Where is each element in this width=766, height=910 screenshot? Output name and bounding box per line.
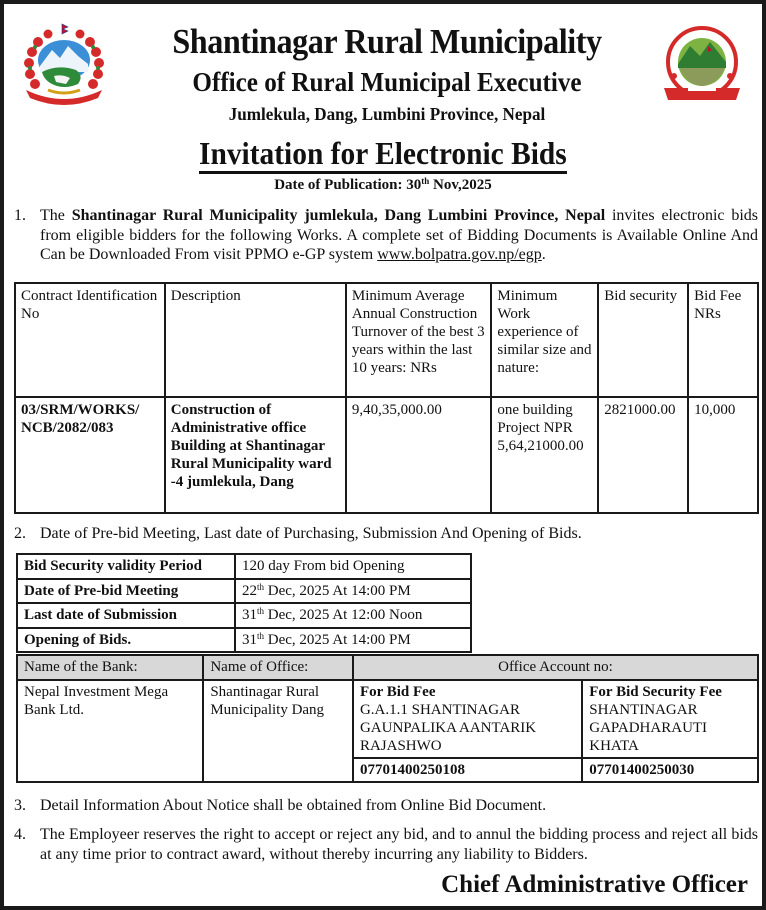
para1-mid: invites electronic bids from eligible bidders for the following Works. A complete set of Bidding Documents is Available Online And Can be Downloaded From visit PPMO e-GP system — [40, 207, 759, 263]
bid-fee-account-cell — [353, 680, 582, 758]
paragraph-4 — [14, 825, 758, 864]
paragraph-2 — [14, 524, 758, 544]
paragraph-number: 3. — [14, 797, 26, 814]
col-bank-name: Name of the Bank: — [17, 655, 203, 680]
bid-fee-title: For Bid Fee — [359, 684, 436, 700]
turnover-cell: 9,40,35,000.00 — [346, 397, 491, 513]
contract-id-cell: 03/SRM/WORKS/ NCB/2082/083 — [15, 397, 165, 513]
security-account-no: 07701400250030 — [582, 758, 758, 782]
col-experience: Minimum Work experience of similar size and nature: — [491, 283, 598, 397]
col-bid-fee: Bid Fee NRs — [688, 283, 758, 397]
bolpatra-link[interactable]: www.bolpatra.gov.np/egp — [377, 246, 542, 263]
table-row — [15, 397, 758, 513]
bid-fee-account-no: 07701400250108 — [353, 758, 582, 782]
works-table-header — [15, 283, 758, 397]
para4-text: The Employeer reserves the right to accept or reject any bid, and to annul the bidding process and reject all bids at any time prior to contract award, without thereby incurring any liability to Bidders. — [40, 826, 758, 863]
para3-text: Detail Information About Notice shall be obtained from Online Bid Document. — [40, 797, 547, 814]
paragraph-1 — [14, 206, 758, 265]
publication-date-rest: Nov,2025 — [429, 177, 492, 193]
date-label: Opening of Bids. — [17, 628, 235, 653]
experience-cell: one building Project NPR 5,64,21000.00 — [491, 397, 598, 513]
col-bid-security: Bid security — [598, 283, 688, 397]
office-name: Office of Rural Municipal Executive — [192, 67, 582, 97]
para2-text: Date of Pre-bid Meeting, Last date of Purchasing, Submission And Opening of Bids. — [40, 525, 582, 542]
para1-end: . — [541, 246, 546, 263]
date-value — [235, 603, 471, 628]
nepal-emblem-logo — [18, 20, 110, 108]
bank-name-cell: Nepal Investment Mega Bank Ltd. — [17, 680, 203, 782]
signature-title: Chief Administrative Officer — [441, 871, 748, 898]
date-label: Bid Security validity Period — [17, 554, 235, 579]
date-label: Last date of Submission — [17, 603, 235, 628]
publication-date-label: Date of Publication: 30 — [274, 177, 422, 193]
bank-table-header — [17, 655, 758, 680]
publication-date-sup: th — [421, 176, 430, 186]
para1-pre: The — [40, 207, 72, 224]
date-label: Date of Pre-bid Meeting — [17, 579, 235, 604]
date-rest: Dec, 2025 At 14:00 PM — [264, 631, 411, 648]
table-row — [17, 554, 471, 579]
table-row — [17, 603, 471, 628]
col-turnover: Minimum Average Annual Construction Turnover of the best 3 years within the last 10 years: NRs — [346, 283, 491, 397]
works-table — [14, 282, 759, 514]
date-rest: Dec, 2025 At 12:00 Noon — [264, 607, 423, 623]
col-office-name: Name of Office: — [203, 655, 353, 680]
publication-date — [4, 176, 762, 194]
security-title: For Bid Security Fee — [589, 684, 722, 700]
office-address: Jumlekula, Dang, Lumbini Province, Nepal — [228, 104, 546, 124]
office-name-cell: Shantinagar Rural Municipality Dang — [203, 680, 353, 782]
para1-bold: Shantinagar Rural Municipality jumlekula, Dang Lumbini Province, Nepal — [71, 207, 606, 224]
security-account-name: SHANTINAGAR GAPADHARAUTI KHATA — [589, 702, 708, 754]
paragraph-3 — [14, 796, 758, 816]
bid-security-cell: 2821000.00 — [598, 397, 688, 513]
table-row — [17, 579, 471, 604]
col-description: Description — [165, 283, 346, 397]
paragraph-number: 1. — [14, 207, 26, 224]
dates-table — [16, 553, 472, 653]
date-value-text: 120 day From bid Opening — [242, 558, 405, 574]
date-value — [235, 628, 471, 653]
date-value — [235, 579, 471, 604]
col-contract-id: Contract Identification No — [15, 283, 165, 397]
municipality-seal-logo — [658, 24, 746, 106]
bid-fee-cell: 10,000 — [688, 397, 758, 513]
date-sup: th — [257, 630, 265, 641]
table-row — [17, 680, 758, 758]
notice-title — [4, 135, 762, 174]
paragraph-number: 4. — [14, 826, 26, 843]
table-row — [17, 628, 471, 653]
bank-table — [16, 654, 759, 783]
date-sup: th — [257, 581, 265, 592]
date-sup: th — [257, 606, 265, 616]
bid-fee-account-name: G.A.1.1 SHANTINAGAR GAUNPALIKA AANTARIK RAJASHWO — [359, 702, 537, 754]
date-rest: Dec, 2025 At 14:00 PM — [264, 582, 411, 599]
date-day: 31 — [242, 607, 257, 623]
date-day: 31 — [242, 631, 257, 648]
col-account-no: Office Account no: — [353, 655, 758, 680]
description-cell: Construction of Administrative office Building at Shantinagar Rural Municipality ward -4 jumlekula, Dang — [165, 397, 346, 513]
notice-title-text: Invitation for Electronic Bids — [199, 135, 567, 174]
date-day: 22 — [242, 582, 257, 599]
paragraph-number: 2. — [14, 525, 26, 542]
municipality-name: Shantinagar Rural Municipality — [172, 22, 602, 61]
date-value — [235, 554, 471, 579]
security-account-cell — [582, 680, 758, 758]
